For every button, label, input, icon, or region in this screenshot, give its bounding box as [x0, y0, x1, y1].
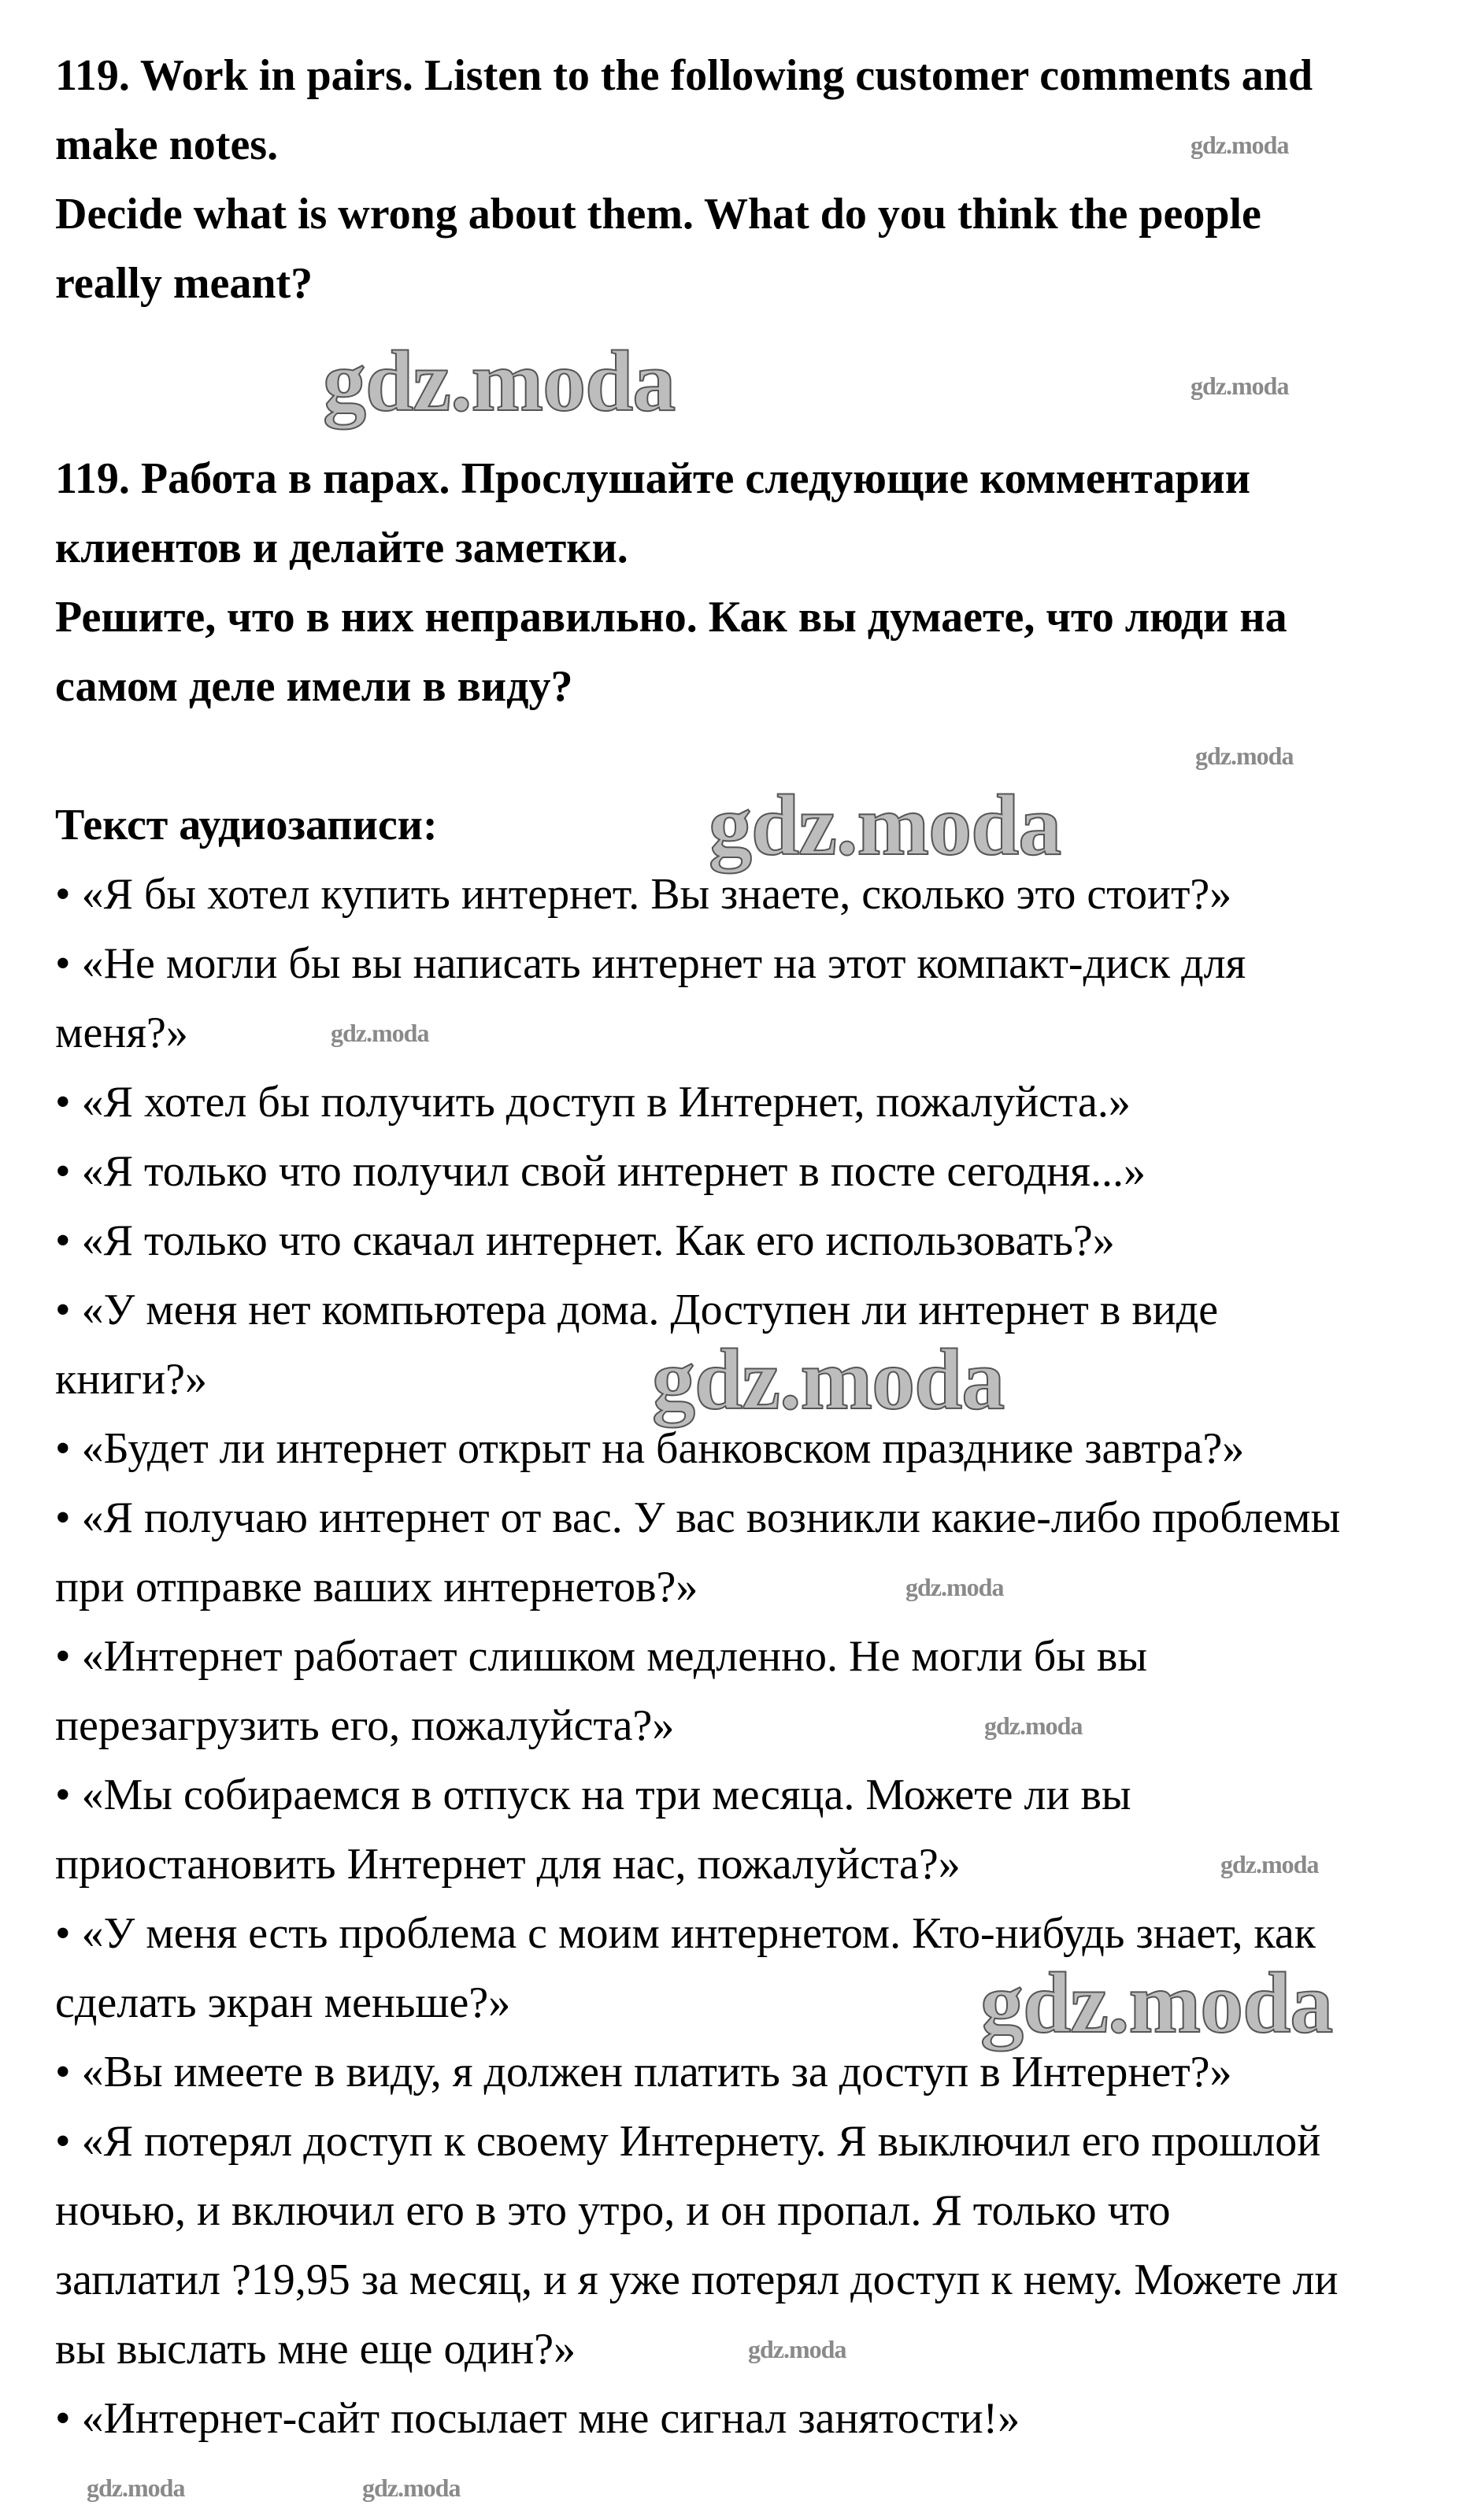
- watermark: gdz.moda: [1191, 372, 1289, 400]
- english-task: [55, 41, 1425, 318]
- transcript-line: • «Вы имеете в виду, я должен платить за доступ в Интернет?»: [55, 2048, 1232, 2096]
- watermark: gdz.moda: [980, 1955, 1333, 2051]
- transcript-line: • «Я только что получил свой интернет в посте сегодня...»: [55, 1147, 1146, 1196]
- transcript-line: • «У меня есть проблема с моим интернетом. Кто-нибудь знает, как: [55, 1909, 1316, 1958]
- transcript-line: • «Я хотел бы получить доступ в Интернет, пожалуйста.»: [55, 1078, 1131, 1127]
- watermark: gdz.moda: [905, 1573, 1004, 1601]
- transcript-line: • «Я потерял доступ к своему Интернету. Я выключил его прошлой: [55, 2117, 1321, 2166]
- transcript-line: вы выслать мне еще один?»: [55, 2325, 576, 2374]
- watermark: gdz.moda: [1220, 1850, 1319, 1878]
- transcript-line: меня?»: [55, 1008, 188, 1057]
- transcript-line: • «Я получаю интернет от вас. У вас возникли какие-либо проблемы: [55, 1493, 1341, 1542]
- watermark: gdz.moda: [323, 333, 676, 429]
- transcript-line: ночью, и включил его в это утро, и он пропал. Я только что: [55, 2186, 1171, 2235]
- transcript-heading: Текст аудиозаписи:: [55, 801, 438, 849]
- watermark: gdz.moda: [709, 777, 1061, 873]
- transcript-line: • «Интернет-сайт посылает мне сигнал занятости!»: [55, 2394, 1020, 2443]
- transcript-line: • «Мы собираемся в отпуск на три месяца. Можете ли вы: [55, 1771, 1131, 1819]
- text-line: 119. Работа в парах. Прослушайте следующие комментарии: [55, 454, 1251, 503]
- transcript-line: • «Я бы хотел купить интернет. Вы знаете, сколько это стоит?»: [55, 870, 1232, 919]
- transcript-line: приостановить Интернет для нас, пожалуйста?»: [55, 1840, 961, 1889]
- text-line: Решите, что в них неправильно. Как вы думаете, что люди на: [55, 593, 1287, 642]
- watermark: gdz.moda: [362, 2474, 461, 2502]
- transcript: [55, 777, 1425, 2453]
- transcript-line: • «Интернет работает слишком медленно. Не могли бы вы: [55, 1632, 1147, 1681]
- text-line: клиентов и делайте заметки.: [55, 524, 628, 572]
- watermark: gdz.moda: [331, 1019, 429, 1047]
- watermark: gdz.moda: [748, 2335, 846, 2363]
- text-line: самом деле имели в виду?: [55, 662, 573, 711]
- transcript-line: • «Будет ли интернет открыт на банковском празднике завтра?»: [55, 1424, 1245, 1473]
- watermark: gdz.moda: [87, 2474, 185, 2502]
- text-line: Decide what is wrong about them. What do you think the people: [55, 190, 1261, 239]
- text-line: 119. Work in pairs. Listen to the following customer comments and: [55, 51, 1313, 100]
- watermark: gdz.moda: [984, 1711, 1083, 1740]
- transcript-line: • «Не могли бы вы написать интернет на этот компакт-диск для: [55, 939, 1246, 988]
- transcript-line: книги?»: [55, 1355, 207, 1404]
- watermark: gdz.moda: [1191, 131, 1289, 159]
- transcript-line: при отправке ваших интернетов?»: [55, 1563, 698, 1612]
- text-line: really meant?: [55, 259, 313, 308]
- transcript-line: перезагрузить его, пожалуйста?»: [55, 1701, 675, 1750]
- text-line: make notes.: [55, 120, 279, 169]
- transcript-line: • «Я только что скачал интернет. Как его использовать?»: [55, 1216, 1115, 1265]
- russian-task: [55, 444, 1425, 721]
- watermark: gdz.moda: [1195, 742, 1294, 770]
- document-page: [55, 41, 1425, 2453]
- watermark: gdz.moda: [652, 1331, 1005, 1427]
- transcript-line: • «У меня нет компьютера дома. Доступен ли интернет в виде: [55, 1286, 1219, 1334]
- transcript-line: сделать экран меньше?»: [55, 1978, 511, 2027]
- transcript-line: заплатил ?19,95 за месяц, и я уже потерял доступ к нему. Можете ли: [55, 2255, 1339, 2304]
